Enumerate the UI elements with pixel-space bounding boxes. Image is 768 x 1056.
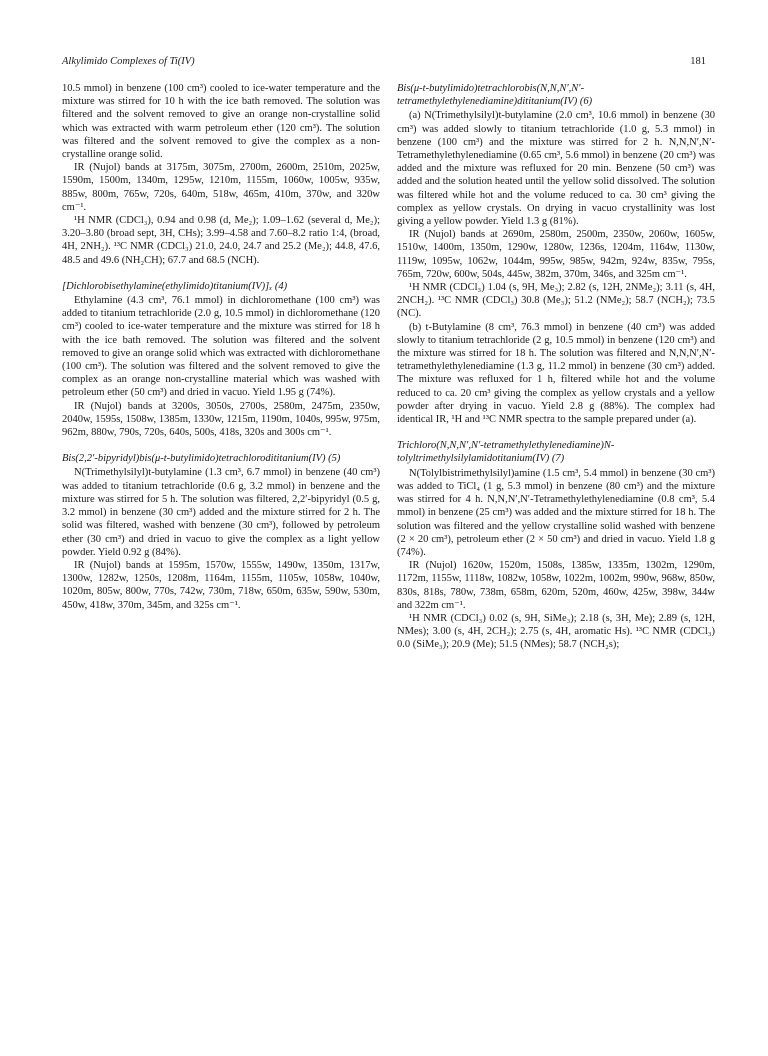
left-column-paragraph: IR (Nujol) bands at 1595m, 1570w, 1555w, 1490w, 1350m, 1317w, 1300w, 1282w, 1250s, 1208m, 1164m, 1155m, 1105w, 1058w, 1040w, 1020m, 805w, 800w, 770s, 742w, 730m, 718w, 650m, 635w, 590w, 530m, 450w, 418w, 370m, 345m, and 325s cm⁻¹. <box>62 559 380 611</box>
right-column <box>397 82 715 652</box>
left-column-paragraph: 10.5 mmol) in benzene (100 cm³) cooled to ice-water temperature and the mixture was stirred for 10 h with the ice bath removed. The solution was filtered and the solvent removed to give an orange non-crystalline solid which was extracted with warm petroleum ether (120 cm³). The solution was filtered and the solvent removed to give the complex as a non-crystalline orange solid. <box>62 83 380 161</box>
right-column-paragraph: ¹H NMR (CDCl₃) 1.04 (s, 9H, Me₃); 2.82 (s, 12H, 2NMe₂); 3.11 (s, 4H, 2NCH₂). ¹³C NMR (CDCl₃) 30.8 (Me₃); 51.2 (NMe₂); 58.7 (NCH₂); 73.5 (NC). <box>397 282 715 320</box>
left-column-paragraph: ¹H NMR (CDCl₃), 0.94 and 0.98 (d, Me₂); 1.09–1.62 (several d, Me₂); 3.20–3.80 (broad sept, 3H, CHs); 3.99–4.58 and 7.60–8.2 ratio 1:4, (broad, 4H, 2NH₂). ¹³C NMR (CDCl₃) 21.0, 24.0, 24.7 and 25.2 (Me₂); 44.8, 47.6, 48.5 and 49.6 (NH₂CH); 67.7 and 68.5 (NCH). <box>62 215 380 266</box>
right-column-paragraph: (a) N(Trimethylsilyl)t-butylamine (2.0 cm³, 10.6 mmol) in benzene (30 cm³) was added slowly to titanium tetrachloride (1.0 g, 5.3 mmol) in benzene (100 cm³) and the mixture was stirred for 2 h. N,N,N′,N′-Tetramethylethylenediamine (0.65 cm³, 5.6 mmol) in benzene (20 cm³) was added and the mixture was refluxed for 20 min. Benzene (50 cm³) was added and the solution heated until the yellow solid dissolved. The solution was filtered while hot and the volume reduced to ca. 30 cm³ giving the complex as yellow crystals. On drying in vacuo crystallinity was lost giving a yellow powder. Yield 1.3 g (81%). <box>397 110 715 228</box>
left-column <box>62 82 380 612</box>
right-column-section-heading: Bis(μ-t-butylimido)tetrachlorobis(N,N,N′,N′-tetramethylethylenediamine)dititanium(IV) (6) <box>397 83 593 108</box>
right-column-paragraph: ¹H NMR (CDCl₃) 0.02 (s, 9H, SiMe₃); 2.18 (s, 3H, Me); 2.89 (s, 12H, NMes); 3.00 (s, 4H, 2CH₂); 2.75 (s, 4H, aromatic Hs). ¹³C NMR (CDCl₃) 0.0 (SiMe₃); 20.9 (Me); 51.5 (NMes); 58.7 (NCH₂s); <box>397 612 715 651</box>
left-column-paragraph: IR (Nujol) bands at 3175m, 3075m, 2700m, 2600m, 2510m, 2025w, 1590m, 1500m, 1340m, 1295w, 1210m, 1155m, 1060w, 1005w, 935w, 885w, 800m, 765w, 720s, 640m, 518w, 465m, 410m, 370w, and 320w cm⁻¹. <box>62 162 380 213</box>
right-column-paragraph: (b) t-Butylamine (8 cm³, 76.3 mmol) in benzene (40 cm³) was added slowly to titanium tetrachloride (2 g, 10.5 mmol) in benzene (120 cm³) and the mixture was stirred for 18 h. The solution was filtered and N,N,N′,N′-tetramethylethylenediamine (1.3 g, 11.2 mmol) in benzene (30 cm³) added. The mixture was refluxed for 1 h, filtered while hot and the volume reduced to ca. 20 cm³ giving the complex as yellow crystals and a yellow powder after drying in vacuo. Yield 2.8 g (88%). The complex had identical IR, ¹H and ¹³C NMR spectra to the sample prepared under (a). <box>397 321 715 426</box>
running-header <box>62 56 706 74</box>
left-column-paragraph: Ethylamine (4.3 cm³, 76.1 mmol) in dichloromethane (100 cm³) was added to titanium tetrachloride (2.0 g, 10.5 mmol) in dichloromethane (120 cm³) cooled to ice-water temperature and the mixture was stirred for 18 h with the ice bath removed. The solution was filtered and the solvent removed to give an orange solid which was extracted with dichloromethane (100 cm³). The solution was filtered and the solvent removed to give the complex as an orange non-crystalline material which was washed with petroleum ether (50 cm³) and dried in vacuo. Yield 1.95 g (74%). <box>62 295 380 399</box>
running-title: Alkylimido Complexes of Ti(IV) <box>62 56 195 67</box>
left-column-section-heading: Bis(2,2′-bipyridyl)bis(μ-t-butylimido)tetrachlorodititanium(IV) (5) <box>62 453 341 465</box>
right-column-paragraph: IR (Nujol) bands at 2690m, 2580m, 2500m, 2350w, 2060w, 1605w, 1510w, 1400m, 1350m, 1290w, 1280w, 1236s, 1204m, 1164w, 1130w, 1119w, 1095w, 1062w, 1044m, 995w, 985w, 942m, 924w, 835w, 795s, 765m, 720w, 600w, 504s, 445w, 382m, 370m, 346s, and 325m cm⁻¹. <box>397 229 715 280</box>
page-number: 181 <box>690 56 706 67</box>
left-column-paragraph: IR (Nujol) bands at 3200s, 3050s, 2700s, 2580m, 2475m, 2350w, 2040w, 1595s, 1508w, 1385m, 1330w, 1215m, 1190m, 1040s, 995w, 975m, 962m, 880w, 790s, 720s, 640s, 500s, 418s, 320s and 300s cm⁻¹. <box>62 400 380 439</box>
right-column-paragraph: N(Tolylbistrimethylsilyl)amine (1.5 cm³, 5.4 mmol) in benzene (30 cm³) was added to TiCl₄ (1 g, 5.3 mmol) in benzene (80 cm³) and the mixture was stirred for 4 h. N,N,N′,N′-Tetramethylethylenediamine (0.8 cm³, 5.4 mmol) in benzene (25 cm³) was added and the mixture stirred for 18 h. The solution was filtered and the yellow crystalline solid washed with benzene (2 × 20 cm³), petroleum ether (2 × 50 cm³) and dried in vacuo. Yield 1.8 g (74%). <box>397 467 715 558</box>
left-column-section-heading: [Dichlorobisethylamine(ethylimido)titanium(IV)]ₓ (4) <box>62 280 288 292</box>
left-column-paragraph: N(Trimethylsilyl)t-butylamine (1.3 cm³, 6.7 mmol) in benzene (40 cm³) was added to titanium tetrachloride (0.6 g, 3.2 mmol) in benzene and the mixture was stirred for 5 h. The solution was filtered, 2,2′-bipyridyl (0.5 g, 3.2 mmol) in benzene (30 cm³) added and the mixture stirred for 2 h. The solid was filtered, washed with benzene (30 cm³), followed by petroleum ether (30 cm³) and dried in vacuo to give the complex as a light yellow powder. Yield 0.92 g (84%). <box>62 467 380 558</box>
right-column-paragraph: IR (Nujol) 1620w, 1520m, 1508s, 1385w, 1335m, 1302m, 1290m, 1172m, 1155w, 1118w, 1082w, 1058w, 1022m, 1002m, 990w, 968w, 850w, 830s, 818s, 780w, 738m, 658m, 620m, 520m, 460w, 425w, 398w, 344w and 322m cm⁻¹. <box>397 560 715 611</box>
right-column-section-heading: Trichloro(N,N,N′,N′-tetramethylethylenediamine)N-tolyltrimethylsilylamidotitanium(IV) (7) <box>397 440 615 465</box>
